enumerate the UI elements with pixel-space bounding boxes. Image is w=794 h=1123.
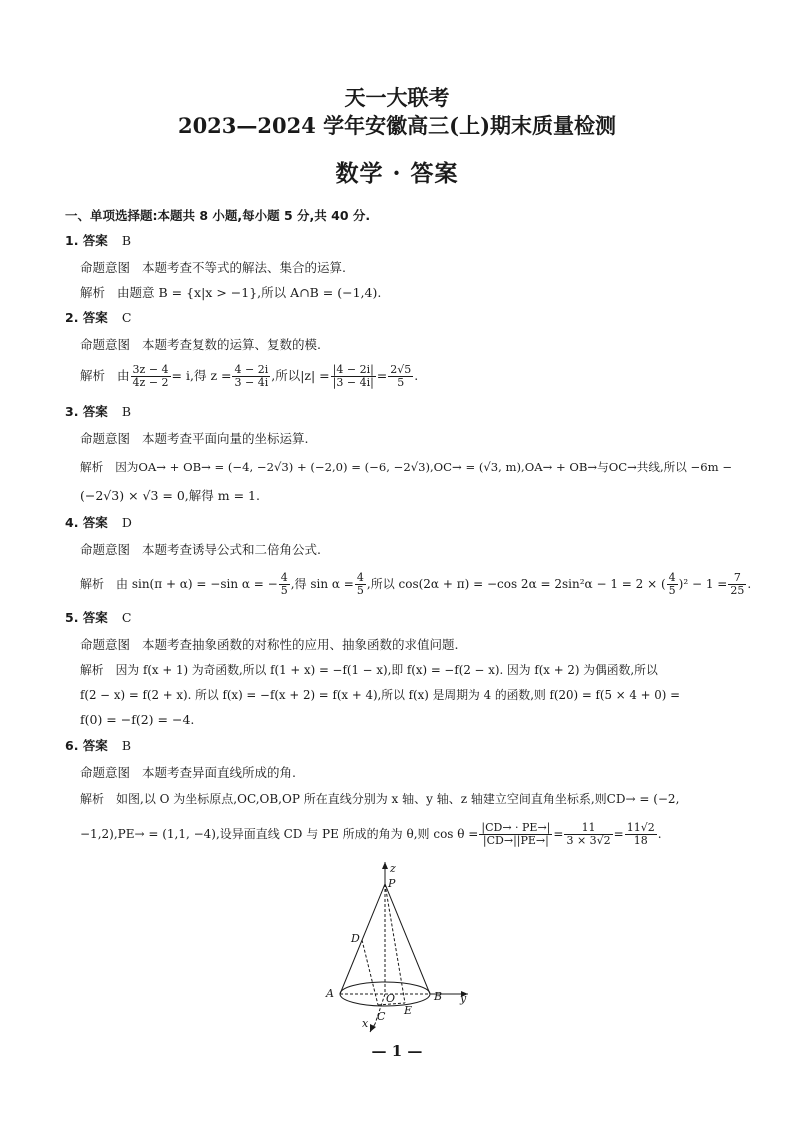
x-axis-arrow [370,1024,376,1032]
q5-analysis-1: 解析 因为 f(x + 1) 为奇函数,所以 f(1 + x) = −f(1 − x),即 f(x) = −f(2 − x). 因为 f(x + 2) 为偶函数,所以 [80,663,658,677]
q3-answer-line: 3. 答案 B [65,404,131,419]
q6-intent: 命题意图 本题考查异面直线所成的角. [80,765,296,780]
q1-analysis: 解析 由题意 B = {x|x > −1},所以 A∩B = (−1,4). [80,285,382,300]
q5-analysis-2: f(2 − x) = f(2 + x). 所以 f(x) = −f(x + 2) = f(x + 4),所以 f(x) 是周期为 4 的函数,则 f(20) = f(5 × 4 + 0) = [80,688,680,702]
q6-answer-line: 6. 答案 B [65,738,131,753]
q4-intent: 命题意图 本题考查诱导公式和二倍角公式. [80,542,321,557]
cone-figure [320,862,480,1037]
label-z: z [390,862,396,875]
q2-intent: 命题意图 本题考查复数的运算、复数的模. [80,337,321,352]
q3-analysis-1: 解析 因为OA→ + OB→ = (−4, −2√3) + (−2,0) = (−6, −2√3),OC→ = (√3, m),OA→ + OB→与OC→共线,所以 −6m − [80,460,733,474]
q6-analysis-1: 解析 如图,以 O 为坐标原点,OC,OB,OP 所在直线分别为 x 轴、y 轴、z 轴建立空间直角坐标系,则CD→ = (−2, [80,792,680,806]
label-y: y [460,992,467,1005]
q2-analysis: 解析 由 $\frac{3z - 4}{4z - 2}$ = i,得 z = $\frac{4 - 2i}{3 - 4i}$ ,所以|z| = $\frac{|4 - 2i|}{|3 - 4i|}$ = $\frac{2√5}{5}$ . [80,363,419,389]
label-c: C [377,1010,386,1023]
generator-pa [340,884,385,994]
q3-analysis-2: (−2√3) × √3 = 0,解得 m = 1. [80,488,260,503]
q5-analysis-3: f(0) = −f(2) = −4. [80,712,195,727]
generator-pb [385,884,430,994]
q4-answer-line: 4. 答案 D [65,515,132,530]
q5-intent: 命题意图 本题考查抽象函数的对称性的应用、抽象函数的求值问题. [80,637,459,652]
label-p: P [388,877,396,890]
q3-intent: 命题意图 本题考查平面向量的坐标运算. [80,431,309,446]
cone-base-back [340,982,430,994]
q5-answer-line: 5. 答案 C [65,610,132,625]
q2-answer-line: 2. 答案 C [65,310,132,325]
q1-intent: 命题意图 本题考查不等式的解法、集合的运算. [80,260,346,275]
label-x: x [362,1017,369,1030]
subject-title: 数学 · 答案 [335,160,459,187]
page-number: — 1 — [371,1042,423,1060]
exam-title: 2023—2024 学年安徽高三(上)期末质量检测 [177,113,617,138]
section-heading: 一、单项选择题:本题共 8 小题,每小题 5 分,共 40 分. [65,208,371,223]
label-b: B [434,990,443,1003]
label-o: O [386,992,396,1005]
q1-answer-line: 1. 答案 B [65,233,131,248]
z-axis-arrow [382,862,388,869]
segment-pe [385,884,405,1003]
label-d: D [351,932,360,945]
label-a: A [326,987,334,1000]
q6-analysis-2: −1,2),PE→ = (1,1, −4),设异面直线 CD 与 PE 所成的角为 θ,则 cos θ = $\frac{|CD\to \cdot PE\to|}{|CD\to||PE\to|}$ = $\frac{11}{3 \times 3√2}$ = $\frac{11√2}{18}$ . [80,821,662,847]
label-e: E [404,1004,413,1017]
q4-analysis: 解析 由 sin(π + α) = −sin α = − $\frac{4}{5}$ ,得 sin α = $\frac{4}{5}$ ,所以 cos(2α + π) = −cos 2α = 2sin²α − 1 = 2 × ( $\frac{4}{5}$ )² − 1 = $\frac{7}{25}$ . [80,571,752,597]
segment-cd [362,940,378,1005]
exam-org-title: 天一大联考 [344,85,450,110]
